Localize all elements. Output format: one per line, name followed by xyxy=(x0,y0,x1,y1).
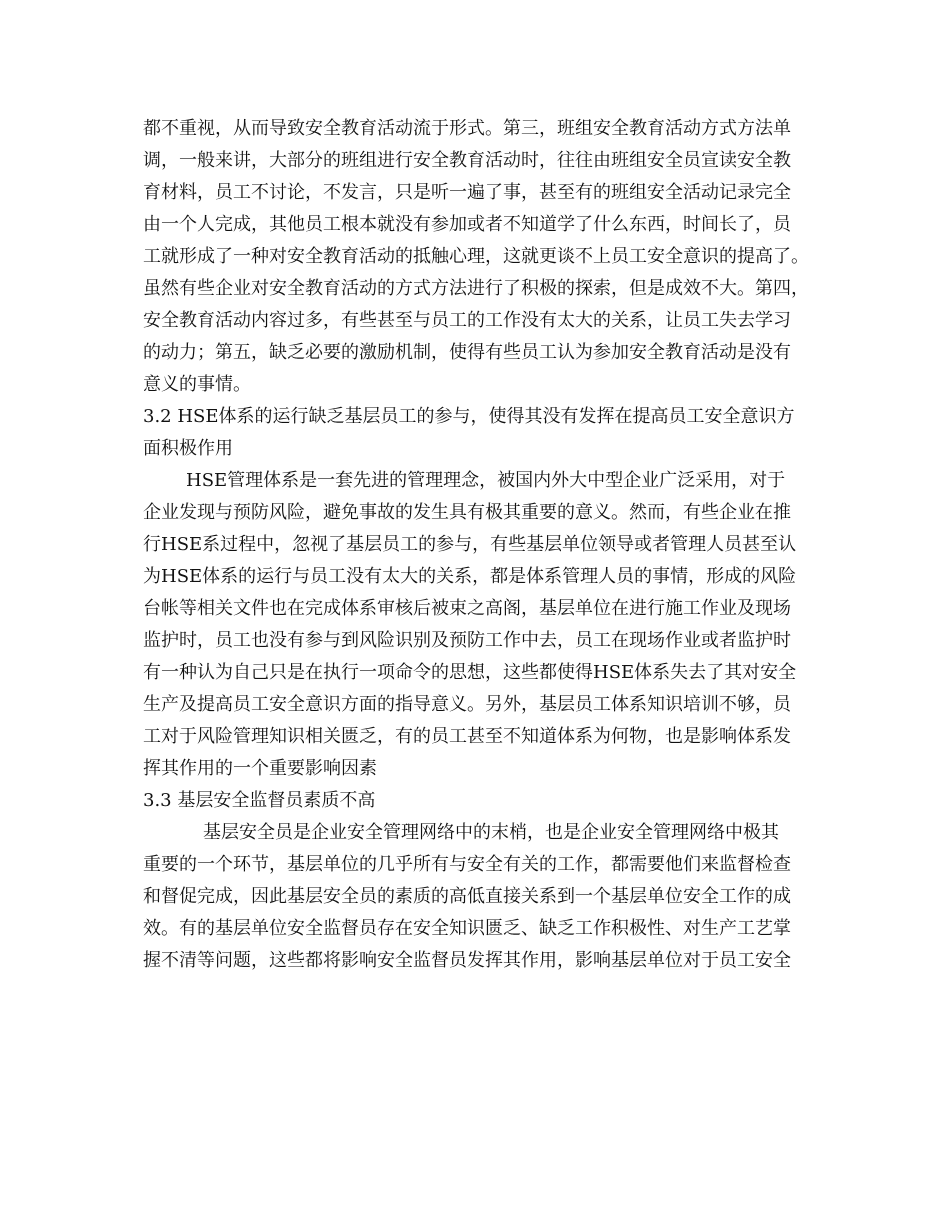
paragraph-line: 为HSE体系的运行与员工没有太大的关系，都是体系管理人员的事情，形成的风险 xyxy=(143,566,797,587)
section-heading-line: 3.2 HSE体系的运行缺乏基层员工的参与，使得其没有发挥在提高员工安全意识方 xyxy=(143,406,795,427)
paragraph-line: 工就形成了一种对安全教育活动的抵触心理，这就更谈不上员工安全意识的提高了。 xyxy=(143,246,809,267)
paragraph-line: 安全教育活动内容过多，有些甚至与员工的工作没有太大的关系，让员工失去学习 xyxy=(143,310,791,331)
paragraph-line: 台帐等相关文件也在完成体系审核后被束之高阁，基层单位在进行施工作业及现场 xyxy=(143,598,791,619)
paragraph-line: 有一种认为自己只是在执行一项命令的思想，这些都使得HSE体系失去了其对安全 xyxy=(143,662,797,683)
paragraph-line: 挥其作用的一个重要影响因素 xyxy=(143,758,377,779)
paragraph-line: 调，一般来讲，大部分的班组进行安全教育活动时，往往由班组安全员宣读安全教 xyxy=(143,150,791,171)
paragraph-line: 行HSE系过程中，忽视了基层员工的参与，有些基层单位领导或者管理人员甚至认 xyxy=(143,534,797,555)
paragraph-line: 监护时，员工也没有参与到风险识别及预防工作中去，员工在现场作业或者监护时 xyxy=(143,630,791,651)
paragraph-line: 重要的一个环节，基层单位的几乎所有与安全有关的工作，都需要他们来监督检查 xyxy=(143,854,791,875)
paragraph-line: 企业发现与预防风险，避免事故的发生具有极其重要的意义。然而，有些企业在推 xyxy=(143,502,791,523)
paragraph-line: 由一个人完成，其他员工根本就没有参加或者不知道学了什么东西，时间长了，员 xyxy=(143,214,791,235)
paragraph-line: 和督促完成，因此基层安全员的素质的高低直接关系到一个基层单位安全工作的成 xyxy=(143,886,791,907)
paragraph-line: 工对于风险管理知识相关匮乏，有的员工甚至不知道体系为何物，也是影响体系发 xyxy=(143,726,791,747)
paragraph-line: 基层安全员是企业安全管理网络中的末梢，也是企业安全管理网络中极其 xyxy=(203,822,779,843)
paragraph-line: 意义的事情。 xyxy=(143,374,251,395)
paragraph-line: 的动力；第五，缺乏必要的激励机制，使得有些员工认为参加安全教育活动是没有 xyxy=(143,342,791,363)
paragraph-line: 育材料，员工不讨论，不发言，只是听一遍了事，甚至有的班组安全活动记录完全 xyxy=(143,182,791,203)
paragraph-line: HSE管理体系是一套先进的管理理念，被国内外大中型企业广泛采用，对于 xyxy=(186,470,786,491)
section-heading-line: 3.3 基层安全监督员素质不高 xyxy=(143,790,376,811)
paragraph-line: 效。有的基层单位安全监督员存在安全知识匮乏、缺乏工作积极性、对生产工艺掌 xyxy=(143,918,791,939)
paragraph-line: 虽然有些企业对安全教育活动的方式方法进行了积极的探索，但是成效不大。第四， xyxy=(143,278,809,299)
paragraph-line: 都不重视，从而导致安全教育活动流于形式。第三，班组安全教育活动方式方法单 xyxy=(143,118,791,139)
paragraph-line: 生产及提高员工安全意识方面的指导意义。另外，基层员工体系知识培训不够，员 xyxy=(143,694,791,715)
section-heading-line: 面积极作用 xyxy=(143,438,233,459)
paragraph-line: 握不清等问题，这些都将影响安全监督员发挥其作用，影响基层单位对于员工安全 xyxy=(143,950,791,971)
